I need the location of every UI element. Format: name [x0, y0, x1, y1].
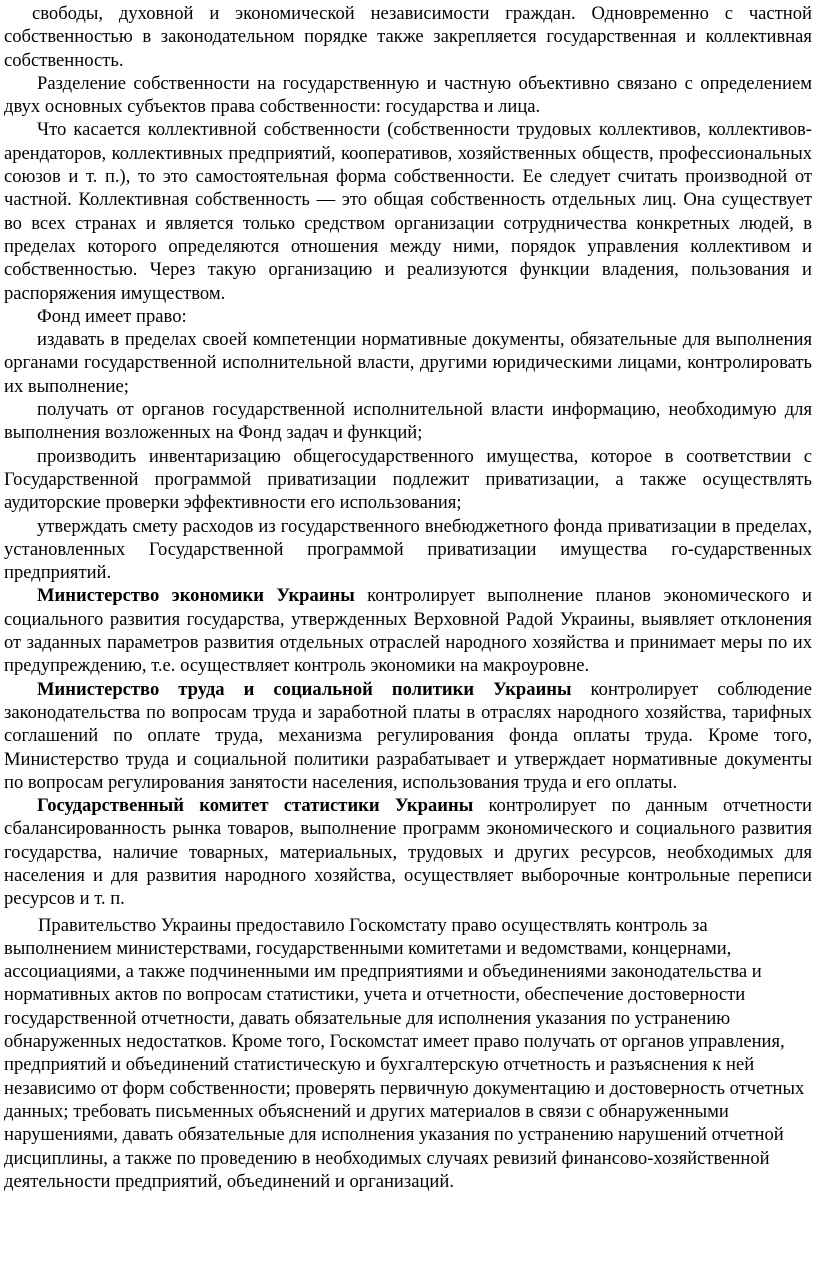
paragraph-statistics-committee [4, 794, 812, 910]
paragraph-ownership-intro: свободы, духовной и экономической независимости граждан. Одновременно с частной собственностью в законодательном порядке также закрепляется государственная и коллективная собственность. [4, 3, 812, 71]
ministry-economy-title: Министерство экономики Украины [37, 585, 355, 607]
ministry-labour-title: Министерство труда и социальной политики Украины [37, 678, 572, 700]
paragraph-fund-rights-heading: Фонд имеет право: [37, 305, 187, 327]
paragraph-fund-right-inventory: производить инвентаризацию общегосударственного имущества, которое в соответствии с Государственной программой приватизации подлежит приватизации, а также осуществлять аудиторские проверки эффективности его использования; [4, 445, 812, 514]
paragraph-fund-right-information: получать от органов государственной исполнительной власти информацию, необходимую для выполнения возложенных на Фонд задач и функций; [4, 399, 812, 444]
paragraph-fund-right-regulations: издавать в пределах своей компетенции нормативные документы, обязательные для выполнения органами государственной исполнительной власти, другими юридическими лицами, контролировать их выполнение; [4, 329, 812, 397]
paragraph-ownership-division: Разделение собственности на государственную и частную объективно связано с определением двух основных субъектов права собственности: государства и лица. [4, 72, 812, 118]
statistics-committee-text: контролирует по данным отчетности сбалансированность рынка товаров, выполнение программ экономического и социального развития государства, наличие товарных, материальных, трудовых и других ресурсов, необходимых для населения и для развития народного хозяйства, осуществляет выборочные контрольные переписи ресурсов и т. п. [4, 795, 812, 910]
paragraph-ministry-labour [4, 678, 812, 794]
ministry-economy-text: контролирует выполнение планов экономического и социального развития государства, утвержденных Верховной Радой Украины, выявляет отклонения от заданных параметров развития отдельных отраслей народного хозяйства и принимает меры по их предупреждению, т.е. осуществляет контроль экономики на макроуровне. [4, 585, 812, 677]
paragraph-ministry-economy [4, 584, 812, 677]
paragraph-government-goskomstat: Правительство Украины предоставило Госкомстату право осуществлять контроль за выполнением министерствами, государственными комитетами и ведомствами, концернами, ассоциациями, а также подчиненными им предприятиями и объединениями законодательства и нормативных актов по вопросам статистики, учета и отчетности, обеспечение достоверности государственной отчетности, давать обязательные для исполнения указания по устранению обнаруженных недостатков. Кроме того, Госкомстат имеет право получать от органов управления, предприятий и объединений статистическую и бухгалтерскую отчетность и разъяснения к ней независимо от форм собственности; проверять первичную документацию и достоверность отчетных данных; требовать письменных объяснений и других материалов в связи с обнаруженными нарушениями, давать обязательные для исполнения указания по устранению нарушений отчетной дисциплины, а также по проведению в необходимых случаях ревизий финансово-хозяйственной деятельности предприятий, объединений и организаций. [4, 914, 805, 1192]
ministry-labour-text: контролирует соблюдение законодательства по вопросам труда и заработной платы в отраслях народного хозяйства, тарифных соглашений по оплате труда, механизма регулирования фонда оплаты труда. Кроме того, Министерство труда и социальной политики разрабатывает и утверждает нормативные документы по вопросам регулирования занятости населения, использования труда и его оплаты. [4, 678, 812, 793]
paragraph-fund-right-budget: утверждать смету расходов из государственного внебюджетного фонда приватизации в пределах, установленных Государственной программой приватизации имущества го-сударственных предприятий. [4, 515, 812, 584]
statistics-committee-title: Государственный комитет статистики Украины [37, 795, 474, 817]
paragraph-collective-ownership: Что касается коллективной собственности (собственности трудовых коллективов, коллективов-арендаторов, коллективных предприятий, кооперативов, хозяйственных обществ, профессиональных союзов и т. п.), то это самостоятельная форма собственности. Ее следует считать производной от частной. Коллективная собственность — это общая собственность отдельных лиц. Она существует во всех странах и является только средством организации сотрудничества конкретных людей, в пределах которого определяются отношения между ними, порядок управления коллективом и собственностью. Через такую организацию и реализуются функции владения, пользования и распоряжения имуществом. [4, 119, 812, 304]
